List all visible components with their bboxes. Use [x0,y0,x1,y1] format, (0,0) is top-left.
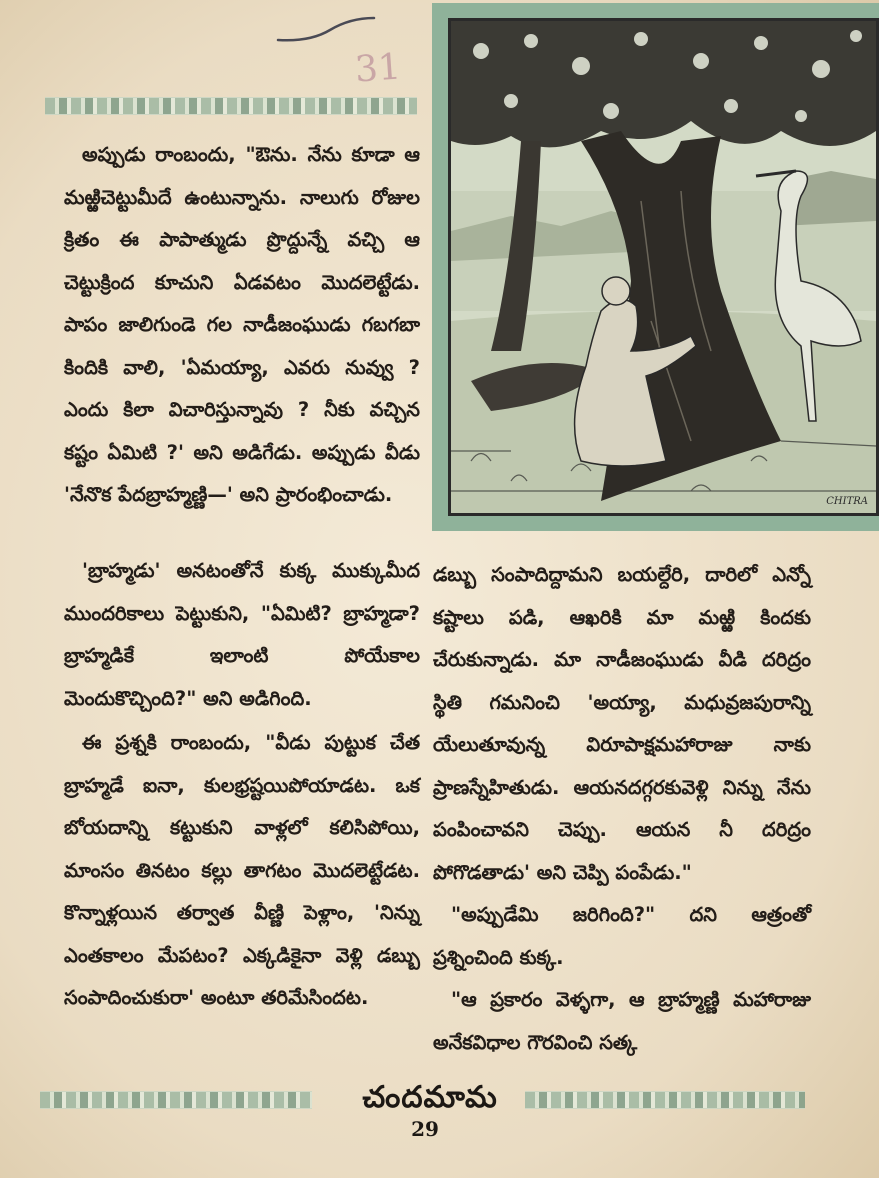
illustration-tree-scene [448,18,879,516]
decorative-border-bottom-left [40,1091,312,1109]
paragraph: 'బ్రాహ్మడు' అనటంతోనే కుక్క ముక్కుమీద ముందరికాలు పెట్టుకుని, "ఏమిటి? బ్రాహ్మడా? బ్రాహ్మడికే ఇలాంటి పోయేకాల మెందుకొచ్చింది?" అని అడిగింది. [64,559,420,710]
paragraph: డబ్బు సంపాదిద్దామని బయల్దేరి, దారిలో ఎన్నో కష్టాలు పడి, ఆఖరికి మా మఱ్ఱి కిందకు చేరుకున్నాడు. మా నాడీజంఘుడు వీడి దరిద్రం స్థితి గమనించి 'అయ్యా, మధువ్రజపురాన్ని యేలుతూవున్న విరూపాక్షమహారాజు నాకు ప్రాణస్నేహితుడు. ఆయనదగ్గరకువెళ్లి నిన్ను నేను పంపించావని చెప్పు. ఆయన నీ దరిద్రం పోగొడతాడు' అని చెప్పి పంపేడు." [433,563,811,884]
magazine-title: చందమామ [362,1080,498,1115]
paragraph: "అప్పుడేమి జరిగింది?" దని ఆత్రంతో ప్రశ్నించింది కుక్క. [433,903,811,969]
pencil-stroke [270,12,380,52]
left-column-top-text [64,134,420,517]
artist-signature: CHITRA [826,496,868,507]
decorative-border-bottom-right [525,1091,805,1109]
page-number: 29 [411,1117,439,1141]
paragraph: ఈ ప్రశ్నకి రాంబందు, "వీడు పుట్టుక చేత బ్రాహ్మడే ఐనా, కులభ్రష్టయిపోయాడట. ఒక బోయదాన్ని కట్టుకుని వాళ్లలో కలిసిపోయి, మాంసం తినటం కల్లు తాగటం మొదలెట్టేడట. కొన్నాళ్లయిన తర్వాత వీణ్ణి పెళ్లాం, 'నిన్ను ఎంతకాలం మేపటం? ఎక్కడికైనా వెళ్లి డబ్బు సంపాదించుకురా' అంటూ తరిమేసిందట. [64,731,420,1009]
right-column-text [433,554,811,1064]
handwritten-page-mark: 31 [353,46,403,91]
left-column-bottom-text [64,550,420,1020]
paragraph: అప్పుడు రాంబందు, "ఔను. నేను కూడా ఆ మఱ్ఱిచెట్టుమీదే ఉంటున్నాను. నాలుగు రోజుల క్రితం ఈ పాపాత్ముడు ప్రొద్దున్నే వచ్చి ఆ చెట్టుక్రింద కూచుని ఏడవటం మొదలెట్టేడు. పాపం జాలిగుండె గల నాడీజంఘుడు గబగబా కిందికి వాలి, 'ఏమయ్యా, ఎవరు నువ్వు ? ఎందు కిలా విచారిస్తున్నావు ? నీకు వచ్చిన కష్టం ఏమిటి ?' అని అడిగేడు. అప్పుడు వీడు 'నేనొక పేదబ్రాహ్మణ్ణి—' అని ప్రారంభించాడు. [64,143,420,506]
decorative-border-top [45,97,417,115]
illustration-drawing [451,21,876,513]
paragraph: "ఆ ప్రకారం వెళ్ళగా, ఆ బ్రాహ్మణ్ణి మహారాజు అనేకవిధాల గౌరవించి సత్క [433,988,811,1054]
